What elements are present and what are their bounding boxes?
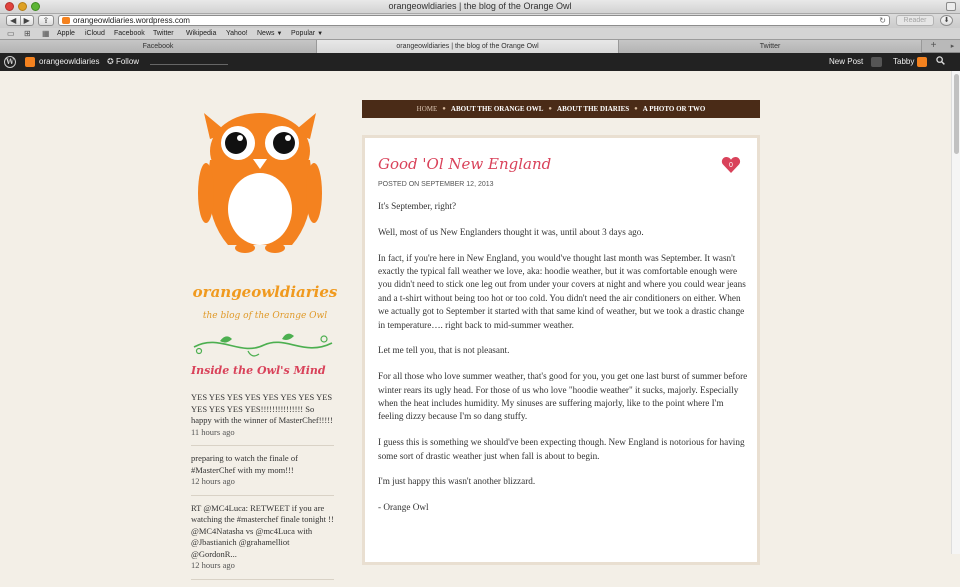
- post-paragraph: I guess this is something we should've been expecting though. New England is notorious for having some sort of drastic weather just when fall is about to begin.: [378, 437, 745, 461]
- blog-title[interactable]: orangeowldiaries: [192, 283, 338, 301]
- new-post-button[interactable]: New Post: [829, 57, 864, 66]
- tweet-text: preparing to watch the finale of #MasterChef with my mom!!!: [191, 453, 298, 475]
- address-text: orangeowldiaries.wordpress.com: [73, 16, 190, 25]
- top-sites-icon[interactable]: ▦: [42, 29, 50, 38]
- page-scrollbar[interactable]: [951, 71, 960, 554]
- comment-heart-icon[interactable]: [721, 155, 741, 175]
- chevron-down-icon: ▼: [276, 31, 283, 37]
- new-tab-button[interactable]: +: [930, 40, 937, 51]
- forward-button[interactable]: ▶: [20, 16, 34, 25]
- tweet-item: [191, 503, 334, 580]
- tweet-list: [191, 392, 334, 587]
- reader-button[interactable]: Reader: [896, 15, 934, 26]
- wordpress-admin-bar: [0, 53, 960, 71]
- back-button[interactable]: ◀: [10, 16, 17, 25]
- post-paragraph: I'm just happy this wasn't another blizzard.: [378, 476, 536, 487]
- fullscreen-button[interactable]: [946, 2, 956, 11]
- tab-facebook[interactable]: Facebook: [0, 40, 317, 53]
- main-navigation: [362, 100, 760, 118]
- reading-list-icon[interactable]: ⊞: [24, 29, 31, 38]
- tab-orangeowldiaries[interactable]: orangeowldiaries | the blog of the Orange Owl: [317, 40, 619, 53]
- avatar[interactable]: [917, 57, 927, 67]
- follow-icon: ✪: [107, 57, 114, 66]
- search-icon[interactable]: [936, 56, 945, 65]
- show-all-bookmarks-icon[interactable]: ▭: [7, 29, 15, 38]
- tweet-time-link[interactable]: 12 hours ago: [191, 476, 235, 486]
- address-bar[interactable]: [58, 15, 890, 26]
- bookmark-news-label: News: [257, 30, 275, 37]
- site-icon: [25, 57, 35, 67]
- admin-username[interactable]: Tabby: [893, 57, 915, 66]
- nav-buttons: [6, 15, 34, 26]
- tab-overview-icon[interactable]: ▸: [950, 43, 955, 50]
- post-title[interactable]: Good 'Ol New England: [378, 155, 552, 173]
- nav-photo-or-two[interactable]: A PHOTO OR TWO: [642, 105, 706, 113]
- menu-separator-icon: ●: [548, 106, 553, 112]
- tweet-item: [191, 453, 334, 496]
- browser-toolbar: [0, 14, 960, 28]
- tweet-item: [191, 392, 334, 446]
- nav-home[interactable]: HOME: [416, 105, 438, 113]
- tweet-text: RT @MC4Luca: RETWEET if you are watching the #masterchef finale tonight !! @MC4Natasha vs @mc4Luca with @Jbastianich @grahamelliot @GordonR...: [191, 502, 334, 559]
- tweet-time-link[interactable]: 12 hours ago: [191, 560, 235, 570]
- follow-label: Follow: [115, 57, 140, 66]
- bookmark-facebook[interactable]: Facebook: [114, 30, 145, 37]
- bookmark-icloud[interactable]: iCloud: [85, 30, 105, 37]
- blog-tagline: the blog of the Orange Owl: [202, 311, 328, 321]
- admin-site-name[interactable]: orangeowldiaries: [39, 57, 100, 66]
- post-content: [378, 200, 750, 527]
- tab-bar: [0, 39, 960, 53]
- post-paragraph: Let me tell you, that is not pleasant.: [378, 345, 510, 356]
- bookmark-popular-label: Popular: [291, 30, 316, 37]
- menu-separator-icon: ●: [634, 106, 638, 112]
- share-button[interactable]: ⇪: [38, 15, 54, 26]
- downloads-icon[interactable]: ⬇: [940, 15, 953, 26]
- vine-divider-icon: [190, 327, 336, 363]
- follow-button[interactable]: [107, 53, 139, 71]
- nav-about-orange-owl[interactable]: ABOUT THE ORANGE OWL: [450, 105, 544, 113]
- bookmark-wikipedia[interactable]: Wikipedia: [186, 30, 217, 37]
- post-paragraph: For all those who love summer weather, that's good for you, you get one last burst of summer before winter rears its ugly head. For those of us who love "hoodie weather" it sucks, majorly. Especially when the heat includes humidity. My sinuses are suffering majorly, like to the point where I'm feeling dizzy because I'm so dang stuffy.: [378, 371, 748, 422]
- tweet-text: YES YES YES YES YES YES YES YES YES YES YES YES!!!!!!!!!!!!!!! So happy with the winner of MasterChef!!!!!: [191, 392, 333, 425]
- comment-count: 0: [729, 162, 733, 169]
- bookmark-apple[interactable]: Apple: [57, 30, 75, 37]
- tweet-time-link[interactable]: 11 hours ago: [191, 426, 235, 437]
- post-paragraph: Well, most of us New Englanders thought it was, until about 3 days ago.: [378, 226, 644, 237]
- orange-owl-logo[interactable]: [198, 105, 322, 255]
- chevron-down-icon: ▼: [317, 31, 324, 37]
- nav-about-diaries[interactable]: ABOUT THE DIARIES: [557, 105, 630, 113]
- scrollbar-thumb[interactable]: [954, 74, 959, 154]
- post-paragraph: In fact, if you're here in New England, you would've thought last month was September. It wasn't exactly the typical fall weather we love, aka: hoodie weather, but it was comfortable enough were you didn't need to stick one leg out from under your covers at night and where you could wear jeans and a t-shirt without being too hot or too cold. You didn't need the air conditioners on either. When we actually got to September it started with that same kind of weather, but we took a drastic change in temperature…. right back to mid-summer weather.: [378, 252, 746, 330]
- loading-strip: [150, 64, 228, 65]
- window-title: orangeowldiaries | the blog of the Orange Owl: [388, 1, 572, 11]
- post-paragraph: It's September, right?: [378, 201, 457, 211]
- twitter-widget-title: Inside the Owl's Mind: [191, 364, 326, 377]
- bookmarks-bar: [0, 28, 960, 39]
- bookmark-yahoo[interactable]: Yahoo!: [226, 30, 248, 37]
- post-paragraph: - Orange Owl: [378, 502, 429, 513]
- post-date: POSTED ON SEPTEMBER 12, 2013: [378, 181, 494, 188]
- menu-separator-icon: ●: [442, 106, 446, 112]
- window-titlebar: [0, 0, 960, 14]
- site-favicon: [62, 17, 70, 24]
- tab-twitter[interactable]: Twitter: [619, 40, 922, 53]
- bookmark-twitter[interactable]: Twitter: [153, 30, 174, 37]
- wordpress-logo-icon[interactable]: W: [4, 56, 16, 68]
- reload-icon[interactable]: ↻: [879, 16, 886, 25]
- notifications-icon[interactable]: [871, 57, 882, 67]
- blog-post: [362, 135, 760, 565]
